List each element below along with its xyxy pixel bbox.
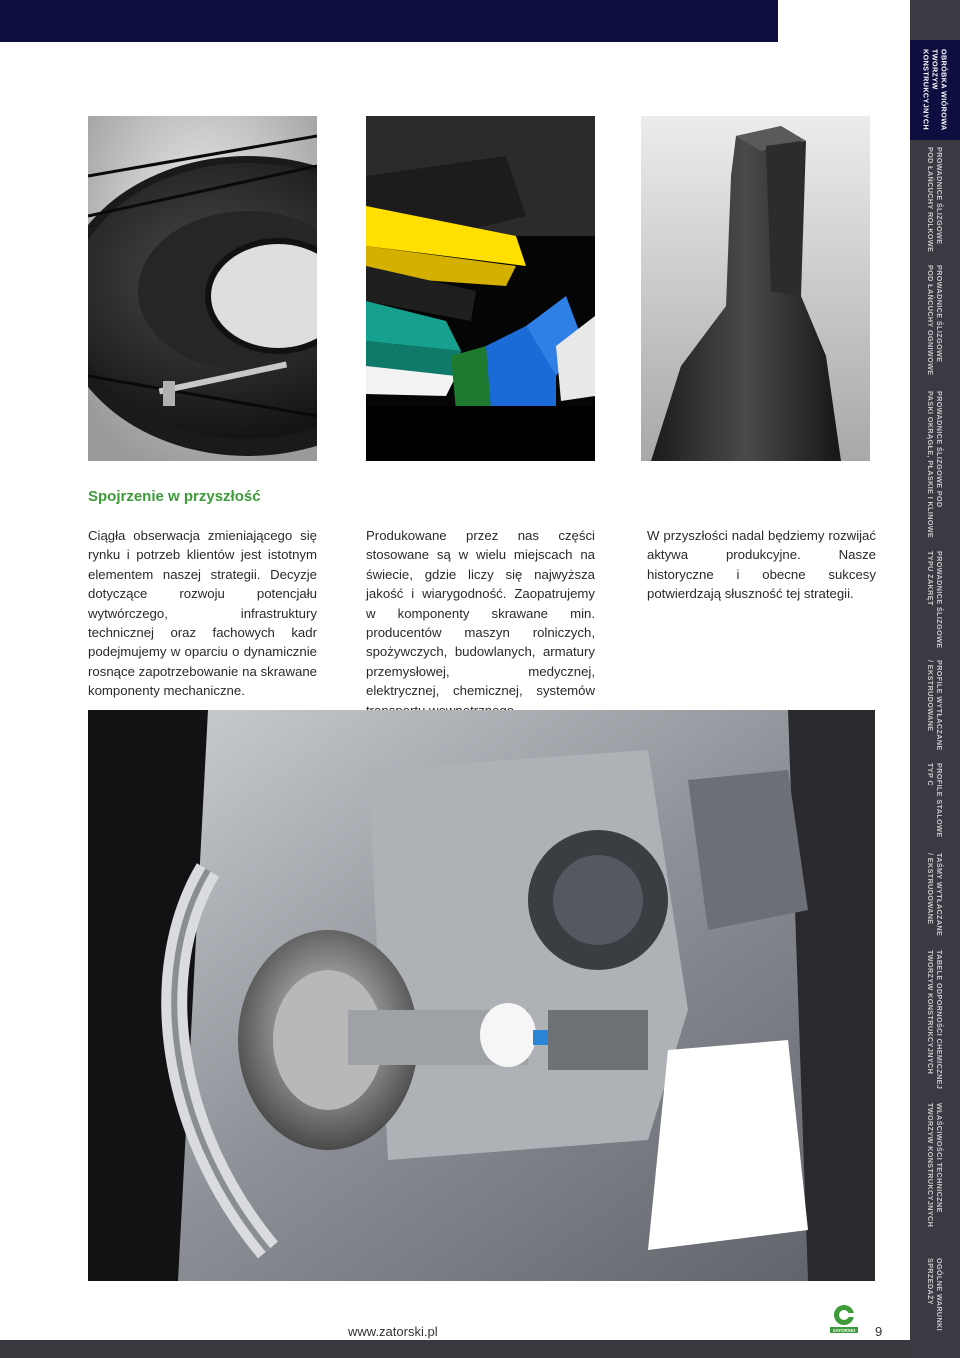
section-heading: Spojrzenie w przyszłość <box>88 488 261 505</box>
gear-photo <box>88 116 317 461</box>
column-2-text: Produkowane przez nas części stosowane są w wielu miejscach na świecie, gdzie liczy się najwyższa jakość i wiarygodność. Zaopatrujemy w komponenty skrawane min. producentów maszyn rolniczych, spożywczych, budowlanych, armatury przemysłowej, medycznej, elektrycznej, chemicznej, systemów <box>366 528 595 699</box>
sidebar-item-label: PROWADNICE ŚLIZGOWE POD ŁAŃCUCHY OGNIWOWE <box>926 264 944 376</box>
sidebar-item-prowadnice-zakret[interactable] <box>910 550 960 650</box>
sidebar-item-label: OGÓLNE WARUNKI SPRZEDAŻY <box>926 1258 944 1332</box>
website-url[interactable]: www.zatorski.pl <box>348 1324 438 1339</box>
svg-text:ZATORSKI: ZATORSKI <box>832 1328 856 1333</box>
company-logo <box>829 1303 859 1335</box>
sidebar-item-label: OBRÓBKA WIÓROWA TWORZYW KONSTRUKCYJNYCH <box>921 49 949 131</box>
page-number: 9 <box>875 1324 883 1339</box>
plastic-bars-photo <box>366 116 595 461</box>
sidebar-item-label: TAŚMY WYTŁACZANE / EKSTRUDOWANE <box>926 853 944 937</box>
sidebar-item-label: PROWADNICE ŚLIZGOWE POD ŁAŃCUCHY ROLKOWE <box>926 147 944 253</box>
column-3-text: W przyszłości nadal będziemy rozwijać aktywa produkcyjne. Nasze historyczne i obecne sukcesy potwierdzają słuszność tej strategii. <box>647 528 876 602</box>
sidebar-item-tabele-odpornosci[interactable] <box>910 950 960 1090</box>
sidebar-nav <box>910 0 960 1358</box>
sidebar-item-prowadnice-ogniwowe[interactable] <box>910 260 960 380</box>
sidebar-item-profile-wytlaczane[interactable] <box>910 655 960 755</box>
bottom-bar <box>0 1340 910 1358</box>
sidebar-item-label: PROWADNICE ŚLIZGOWE TYPU ZAKRĘT <box>926 551 944 649</box>
machined-part-photo <box>641 116 870 461</box>
sidebar-item-label: WŁAŚCIWOŚCI TECHNICZNE TWORZYW KONSTRUKCYJNYCH <box>926 1102 944 1228</box>
sidebar-item-profile-stalowe[interactable] <box>910 760 960 840</box>
cnc-lathe-photo <box>88 710 875 1281</box>
sidebar-item-obrobka[interactable] <box>910 40 960 140</box>
column-1-text: Ciągła obserwacja zmieniającego się rynku i potrzeb klientów jest istotnym elementem naszej strategii. Decyzje dotyczące rozwoju potencjału wytwórczego, infrastruktury technicznej oraz fachowych kadr podejmujemy w oparciu o dynamicznie rosnące zapotrzebowanie na skrawane komponenty mechaniczne. <box>88 528 317 699</box>
sidebar-item-prowadnice-paski[interactable] <box>910 385 960 545</box>
sidebar-item-prowadnice-rolkowe[interactable] <box>910 145 960 255</box>
sidebar-item-label: TABELE ODPORNOŚCI CHEMICZNEJ TWORZYW KONSTRUKCYJNYCH <box>926 950 944 1090</box>
sidebar-item-label: PROFILE STALOWE TYP C <box>926 762 944 838</box>
sidebar-item-label: PROFILE WYTŁACZANE / EKSTRUDOWANE <box>926 659 944 751</box>
top-header-gap <box>786 0 910 42</box>
sidebar-item-tasmy[interactable] <box>910 845 960 945</box>
sidebar-item-label: PROWADNICE ŚLIZGOWE POD PASKI OKRĄGŁE, PŁASKIE I KLINOWE <box>926 391 944 539</box>
top-header-bar <box>0 0 778 42</box>
sidebar-item-wlasciwosci[interactable] <box>910 1095 960 1235</box>
sidebar-item-warunki[interactable] <box>910 1245 960 1345</box>
